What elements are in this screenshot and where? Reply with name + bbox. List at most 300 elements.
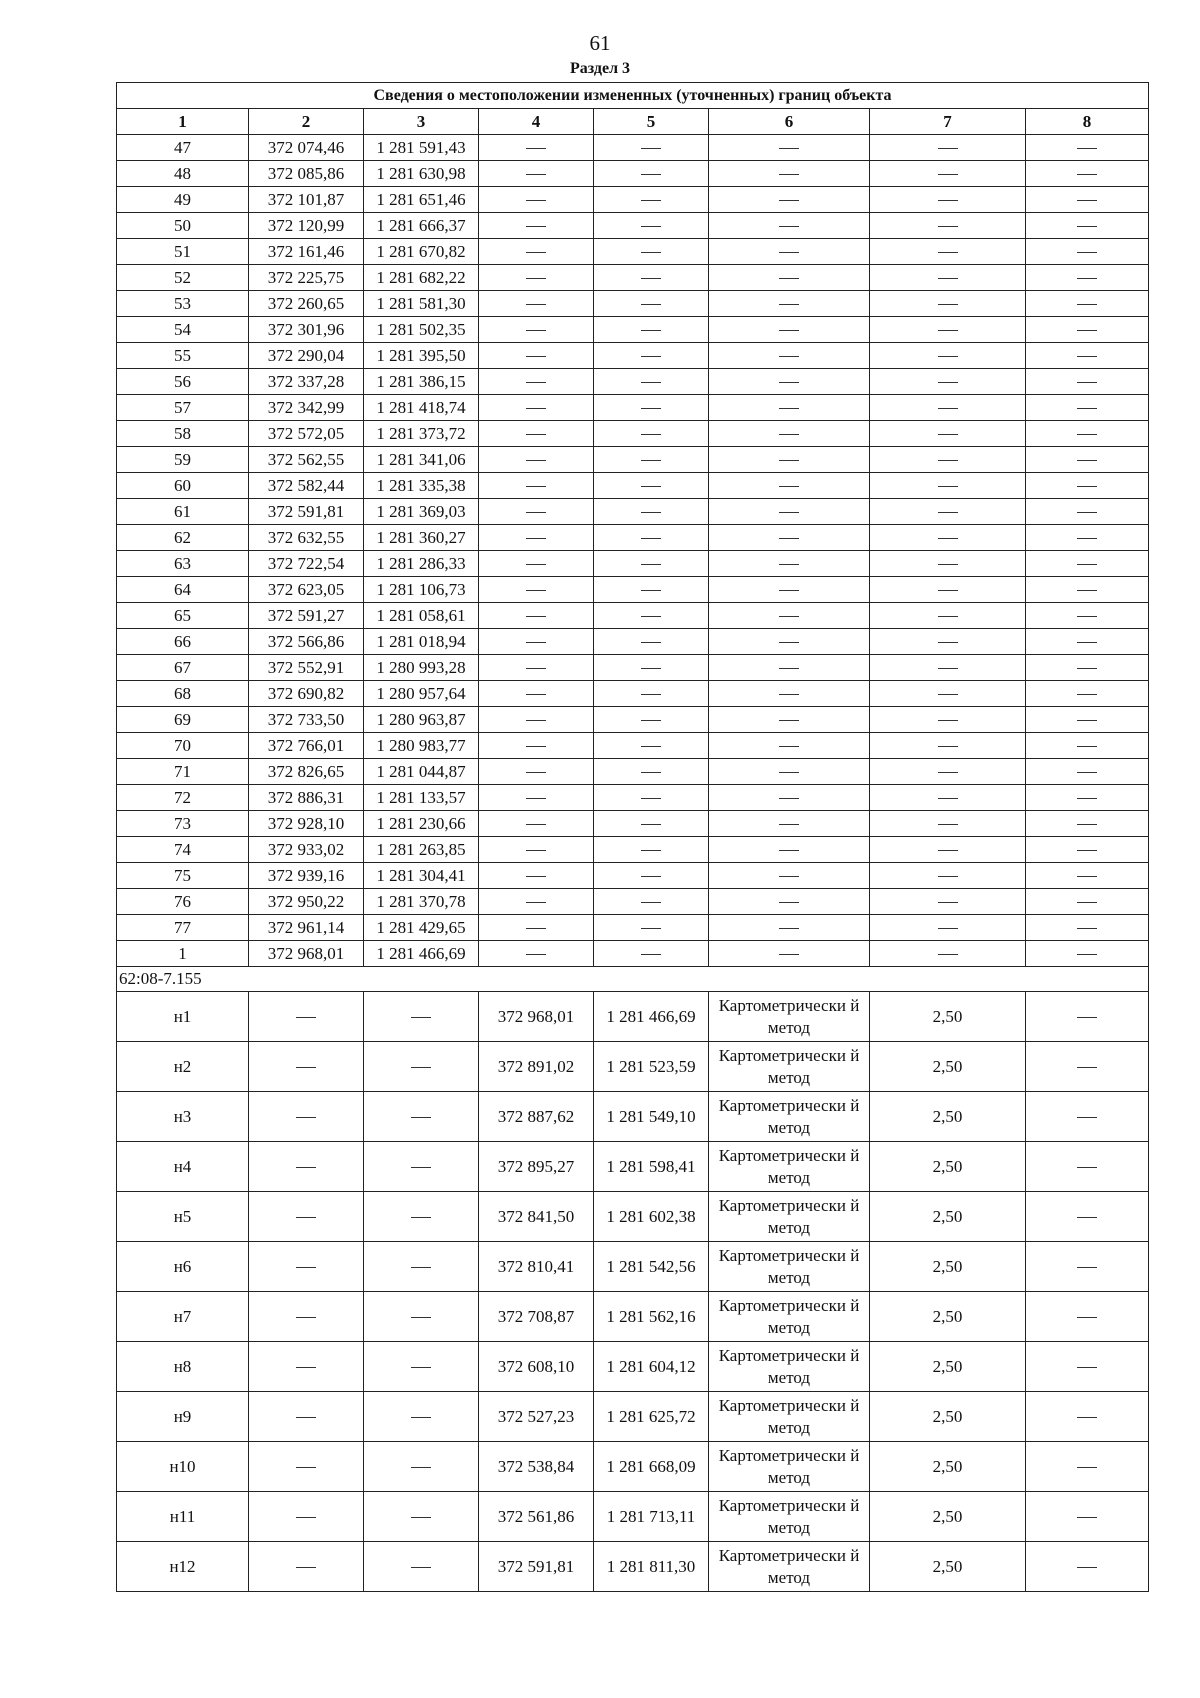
dash-mark <box>526 278 546 279</box>
empty-value-cell <box>709 941 870 967</box>
dash-mark <box>296 1467 316 1468</box>
dash-mark <box>641 616 661 617</box>
empty-value-cell <box>1026 759 1149 785</box>
point-number-cell: н8 <box>117 1342 249 1392</box>
empty-value-cell <box>479 941 594 967</box>
y-coordinate-cell: 1 281 230,66 <box>364 811 479 837</box>
empty-value-cell <box>1026 161 1149 187</box>
dash-mark <box>779 174 799 175</box>
dash-mark <box>779 564 799 565</box>
empty-value-cell <box>594 837 709 863</box>
dash-mark <box>938 642 958 643</box>
dash-mark <box>938 876 958 877</box>
empty-value-cell <box>709 759 870 785</box>
dash-mark <box>779 616 799 617</box>
table-row <box>117 1042 1149 1092</box>
empty-value-cell <box>594 213 709 239</box>
dash-mark <box>1077 850 1097 851</box>
empty-value-cell <box>870 759 1026 785</box>
point-number-cell: 65 <box>117 603 249 629</box>
empty-value-cell <box>1026 1042 1149 1092</box>
dash-mark <box>641 512 661 513</box>
table-row <box>117 291 1149 317</box>
empty-value-cell <box>1026 265 1149 291</box>
empty-value-cell <box>364 1392 479 1442</box>
point-number-cell: 75 <box>117 863 249 889</box>
x-coordinate-cell: 372 810,41 <box>479 1242 594 1292</box>
dash-mark <box>411 1017 431 1018</box>
table-row <box>117 265 1149 291</box>
empty-value-cell <box>1026 1492 1149 1542</box>
empty-value-cell <box>870 707 1026 733</box>
dash-mark <box>641 382 661 383</box>
point-number-cell: 64 <box>117 577 249 603</box>
accuracy-cell: 2,50 <box>870 1492 1026 1542</box>
empty-value-cell <box>594 629 709 655</box>
dash-mark <box>1077 226 1097 227</box>
point-number-cell: 53 <box>117 291 249 317</box>
empty-value-cell <box>594 525 709 551</box>
y-coordinate-cell: 1 281 263,85 <box>364 837 479 863</box>
table-row <box>117 369 1149 395</box>
x-coordinate-cell: 372 337,28 <box>249 369 364 395</box>
dash-mark <box>641 876 661 877</box>
dash-mark <box>641 590 661 591</box>
dash-mark <box>1077 278 1097 279</box>
point-number-cell: н7 <box>117 1292 249 1342</box>
method-cell: Картометрически й метод <box>709 1242 870 1292</box>
y-coordinate-cell: 1 281 713,11 <box>594 1492 709 1542</box>
dash-mark <box>526 226 546 227</box>
dash-mark <box>1077 590 1097 591</box>
empty-value-cell <box>709 239 870 265</box>
empty-value-cell <box>709 603 870 629</box>
dash-mark <box>641 330 661 331</box>
method-cell: Картометрически й метод <box>709 1092 870 1142</box>
table-row <box>117 759 1149 785</box>
dash-mark <box>526 642 546 643</box>
point-number-cell: 70 <box>117 733 249 759</box>
dash-mark <box>411 1167 431 1168</box>
y-coordinate-cell: 1 281 058,61 <box>364 603 479 629</box>
empty-value-cell <box>870 213 1026 239</box>
dash-mark <box>411 1317 431 1318</box>
dash-mark <box>779 850 799 851</box>
table-row <box>117 421 1149 447</box>
dash-mark <box>526 928 546 929</box>
x-coordinate-cell: 372 933,02 <box>249 837 364 863</box>
boundary-coordinates-table <box>116 82 1149 1592</box>
dash-mark <box>938 226 958 227</box>
dash-mark <box>1077 1367 1097 1368</box>
empty-value-cell <box>364 1242 479 1292</box>
x-coordinate-cell: 372 968,01 <box>249 941 364 967</box>
dash-mark <box>779 720 799 721</box>
empty-value-cell <box>870 343 1026 369</box>
empty-value-cell <box>594 863 709 889</box>
table-row <box>117 603 1149 629</box>
empty-value-cell <box>870 889 1026 915</box>
table-row <box>117 707 1149 733</box>
accuracy-cell: 2,50 <box>870 1392 1026 1442</box>
table-row <box>117 655 1149 681</box>
table-row <box>117 889 1149 915</box>
dash-mark <box>1077 1167 1097 1168</box>
dash-mark <box>1077 954 1097 955</box>
dash-mark <box>526 408 546 409</box>
dash-mark <box>1077 1067 1097 1068</box>
x-coordinate-cell: 372 301,96 <box>249 317 364 343</box>
empty-value-cell <box>709 889 870 915</box>
dash-mark <box>526 902 546 903</box>
empty-value-cell <box>249 1342 364 1392</box>
empty-value-cell <box>249 992 364 1042</box>
table-row <box>117 161 1149 187</box>
empty-value-cell <box>709 655 870 681</box>
y-coordinate-cell: 1 281 581,30 <box>364 291 479 317</box>
empty-value-cell <box>594 369 709 395</box>
empty-value-cell <box>594 447 709 473</box>
dash-mark <box>938 538 958 539</box>
point-number-cell: 74 <box>117 837 249 863</box>
empty-value-cell <box>479 889 594 915</box>
empty-value-cell <box>594 187 709 213</box>
empty-value-cell <box>594 473 709 499</box>
column-header: 5 <box>594 109 709 135</box>
y-coordinate-cell: 1 280 993,28 <box>364 655 479 681</box>
dash-mark <box>1077 304 1097 305</box>
empty-value-cell <box>709 577 870 603</box>
dash-mark <box>411 1117 431 1118</box>
table-row <box>117 1242 1149 1292</box>
empty-value-cell <box>249 1542 364 1592</box>
point-number-cell: 77 <box>117 915 249 941</box>
accuracy-cell: 2,50 <box>870 1442 1026 1492</box>
x-coordinate-cell: 372 766,01 <box>249 733 364 759</box>
dash-mark <box>641 720 661 721</box>
x-coordinate-cell: 372 161,46 <box>249 239 364 265</box>
dash-mark <box>1077 902 1097 903</box>
point-number-cell: н1 <box>117 992 249 1042</box>
y-coordinate-cell: 1 281 418,74 <box>364 395 479 421</box>
dash-mark <box>938 148 958 149</box>
point-number-cell: н10 <box>117 1442 249 1492</box>
dash-mark <box>411 1217 431 1218</box>
dash-mark <box>1077 356 1097 357</box>
dash-mark <box>1077 928 1097 929</box>
empty-value-cell <box>479 915 594 941</box>
empty-value-cell <box>479 369 594 395</box>
accuracy-cell: 2,50 <box>870 1542 1026 1592</box>
x-coordinate-cell: 372 290,04 <box>249 343 364 369</box>
dash-mark <box>526 668 546 669</box>
table-row <box>117 1542 1149 1592</box>
empty-value-cell <box>709 499 870 525</box>
y-coordinate-cell: 1 281 811,30 <box>594 1542 709 1592</box>
table-row <box>117 837 1149 863</box>
cadastral-number-label: 62:08-7.155 <box>117 967 1149 992</box>
empty-value-cell <box>870 499 1026 525</box>
empty-value-cell <box>594 811 709 837</box>
empty-value-cell <box>594 603 709 629</box>
y-coordinate-cell: 1 281 466,69 <box>364 941 479 967</box>
empty-value-cell <box>709 161 870 187</box>
dash-mark <box>641 460 661 461</box>
table-row <box>117 1342 1149 1392</box>
point-number-cell: 50 <box>117 213 249 239</box>
empty-value-cell <box>709 629 870 655</box>
y-coordinate-cell: 1 281 018,94 <box>364 629 479 655</box>
empty-value-cell <box>479 291 594 317</box>
empty-value-cell <box>1026 863 1149 889</box>
empty-value-cell <box>709 915 870 941</box>
dash-mark <box>641 174 661 175</box>
dash-mark <box>526 876 546 877</box>
x-coordinate-cell: 372 939,16 <box>249 863 364 889</box>
accuracy-cell: 2,50 <box>870 1292 1026 1342</box>
method-cell: Картометрически й метод <box>709 1042 870 1092</box>
dash-mark <box>1077 1417 1097 1418</box>
dash-mark <box>1077 720 1097 721</box>
method-cell: Картометрически й метод <box>709 1292 870 1342</box>
empty-value-cell <box>1026 941 1149 967</box>
dash-mark <box>296 1317 316 1318</box>
y-coordinate-cell: 1 281 466,69 <box>594 992 709 1042</box>
dash-mark <box>641 408 661 409</box>
dash-mark <box>779 226 799 227</box>
point-number-cell: 72 <box>117 785 249 811</box>
point-number-cell: 49 <box>117 187 249 213</box>
empty-value-cell <box>594 239 709 265</box>
x-coordinate-cell: 372 886,31 <box>249 785 364 811</box>
dash-mark <box>1077 148 1097 149</box>
dash-mark <box>1077 876 1097 877</box>
dash-mark <box>938 330 958 331</box>
empty-value-cell <box>364 1192 479 1242</box>
empty-value-cell <box>479 707 594 733</box>
empty-value-cell <box>1026 733 1149 759</box>
y-coordinate-cell: 1 281 044,87 <box>364 759 479 785</box>
method-cell: Картометрически й метод <box>709 1342 870 1392</box>
column-header: 3 <box>364 109 479 135</box>
dash-mark <box>938 434 958 435</box>
dash-mark <box>296 1117 316 1118</box>
empty-value-cell <box>594 941 709 967</box>
empty-value-cell <box>364 1492 479 1542</box>
dash-mark <box>641 824 661 825</box>
empty-value-cell <box>479 239 594 265</box>
y-coordinate-cell: 1 281 523,59 <box>594 1042 709 1092</box>
dash-mark <box>779 954 799 955</box>
empty-value-cell <box>870 915 1026 941</box>
dash-mark <box>779 876 799 877</box>
accuracy-cell: 2,50 <box>870 1092 1026 1142</box>
dash-mark <box>938 278 958 279</box>
group-label-row <box>117 967 1149 992</box>
empty-value-cell <box>479 603 594 629</box>
empty-value-cell <box>479 837 594 863</box>
table-row <box>117 213 1149 239</box>
empty-value-cell <box>594 733 709 759</box>
table-row <box>117 135 1149 161</box>
table-row <box>117 1492 1149 1542</box>
dash-mark <box>1077 1117 1097 1118</box>
accuracy-cell: 2,50 <box>870 1192 1026 1242</box>
method-cell: Картометрически й метод <box>709 1142 870 1192</box>
dash-mark <box>526 460 546 461</box>
empty-value-cell <box>479 421 594 447</box>
dash-mark <box>1077 1017 1097 1018</box>
empty-value-cell <box>870 525 1026 551</box>
empty-value-cell <box>709 187 870 213</box>
dash-mark <box>779 902 799 903</box>
empty-value-cell <box>870 733 1026 759</box>
dash-mark <box>938 694 958 695</box>
x-coordinate-cell: 372 342,99 <box>249 395 364 421</box>
dash-mark <box>938 408 958 409</box>
dash-mark <box>641 226 661 227</box>
empty-value-cell <box>709 473 870 499</box>
y-coordinate-cell: 1 281 602,38 <box>594 1192 709 1242</box>
x-coordinate-cell: 372 552,91 <box>249 655 364 681</box>
table-row <box>117 395 1149 421</box>
dash-mark <box>779 512 799 513</box>
empty-value-cell <box>1026 915 1149 941</box>
dash-mark <box>938 902 958 903</box>
dash-mark <box>779 590 799 591</box>
x-coordinate-cell: 372 260,65 <box>249 291 364 317</box>
empty-value-cell <box>709 707 870 733</box>
point-number-cell: 58 <box>117 421 249 447</box>
empty-value-cell <box>479 577 594 603</box>
point-number-cell: 59 <box>117 447 249 473</box>
dash-mark <box>641 564 661 565</box>
point-number-cell: 47 <box>117 135 249 161</box>
y-coordinate-cell: 1 281 562,16 <box>594 1292 709 1342</box>
dash-mark <box>526 850 546 851</box>
dash-mark <box>1077 460 1097 461</box>
dash-mark <box>1077 746 1097 747</box>
dash-mark <box>296 1567 316 1568</box>
dash-mark <box>779 356 799 357</box>
accuracy-cell: 2,50 <box>870 992 1026 1042</box>
empty-value-cell <box>1026 395 1149 421</box>
accuracy-cell: 2,50 <box>870 1342 1026 1392</box>
empty-value-cell <box>594 421 709 447</box>
empty-value-cell <box>709 343 870 369</box>
dash-mark <box>526 616 546 617</box>
dash-mark <box>411 1367 431 1368</box>
y-coordinate-cell: 1 281 604,12 <box>594 1342 709 1392</box>
point-number-cell: 69 <box>117 707 249 733</box>
dash-mark <box>1077 486 1097 487</box>
empty-value-cell <box>709 265 870 291</box>
dash-mark <box>938 564 958 565</box>
x-coordinate-cell: 372 708,87 <box>479 1292 594 1342</box>
dash-mark <box>1077 1567 1097 1568</box>
table-row <box>117 1392 1149 1442</box>
x-coordinate-cell: 372 841,50 <box>479 1192 594 1242</box>
empty-value-cell <box>1026 577 1149 603</box>
x-coordinate-cell: 372 887,62 <box>479 1092 594 1142</box>
empty-value-cell <box>249 1042 364 1092</box>
dash-mark <box>526 746 546 747</box>
section-title: Раздел 3 <box>569 60 631 77</box>
x-coordinate-cell: 372 733,50 <box>249 707 364 733</box>
dash-mark <box>938 850 958 851</box>
empty-value-cell <box>479 811 594 837</box>
dash-mark <box>526 434 546 435</box>
empty-value-cell <box>709 395 870 421</box>
y-coordinate-cell: 1 281 106,73 <box>364 577 479 603</box>
point-number-cell: н9 <box>117 1392 249 1442</box>
y-coordinate-cell: 1 281 335,38 <box>364 473 479 499</box>
dash-mark <box>1077 330 1097 331</box>
empty-value-cell <box>479 499 594 525</box>
empty-value-cell <box>594 499 709 525</box>
dash-mark <box>526 382 546 383</box>
empty-value-cell <box>1026 811 1149 837</box>
empty-value-cell <box>870 629 1026 655</box>
dash-mark <box>1077 252 1097 253</box>
y-coordinate-cell: 1 281 625,72 <box>594 1392 709 1442</box>
empty-value-cell <box>709 525 870 551</box>
empty-value-cell <box>709 551 870 577</box>
y-coordinate-cell: 1 281 630,98 <box>364 161 479 187</box>
dash-mark <box>1077 512 1097 513</box>
table-row <box>117 187 1149 213</box>
empty-value-cell <box>1026 1392 1149 1442</box>
x-coordinate-cell: 372 120,99 <box>249 213 364 239</box>
point-number-cell: н6 <box>117 1242 249 1292</box>
method-cell: Картометрически й метод <box>709 1192 870 1242</box>
x-coordinate-cell: 372 561,86 <box>479 1492 594 1542</box>
empty-value-cell <box>364 1292 479 1342</box>
y-coordinate-cell: 1 281 133,57 <box>364 785 479 811</box>
table-row <box>117 473 1149 499</box>
empty-value-cell <box>1026 655 1149 681</box>
dash-mark <box>641 148 661 149</box>
empty-value-cell <box>1026 1292 1149 1342</box>
method-cell: Картометрически й метод <box>709 992 870 1042</box>
table-row <box>117 1092 1149 1142</box>
dash-mark <box>1077 616 1097 617</box>
table-row <box>117 317 1149 343</box>
dash-mark <box>526 486 546 487</box>
dash-mark <box>938 720 958 721</box>
empty-value-cell <box>479 317 594 343</box>
y-coordinate-cell: 1 281 591,43 <box>364 135 479 161</box>
table-row <box>117 525 1149 551</box>
y-coordinate-cell: 1 280 983,77 <box>364 733 479 759</box>
empty-value-cell <box>479 759 594 785</box>
empty-value-cell <box>249 1142 364 1192</box>
dash-mark <box>1077 1517 1097 1518</box>
empty-value-cell <box>364 992 479 1042</box>
empty-value-cell <box>709 681 870 707</box>
empty-value-cell <box>870 577 1026 603</box>
point-number-cell: н3 <box>117 1092 249 1142</box>
empty-value-cell <box>1026 473 1149 499</box>
empty-value-cell <box>870 551 1026 577</box>
point-number-cell: 71 <box>117 759 249 785</box>
empty-value-cell <box>479 629 594 655</box>
column-header: 6 <box>709 109 870 135</box>
dash-mark <box>411 1467 431 1468</box>
table-row <box>117 1292 1149 1342</box>
empty-value-cell <box>479 681 594 707</box>
empty-value-cell <box>709 733 870 759</box>
